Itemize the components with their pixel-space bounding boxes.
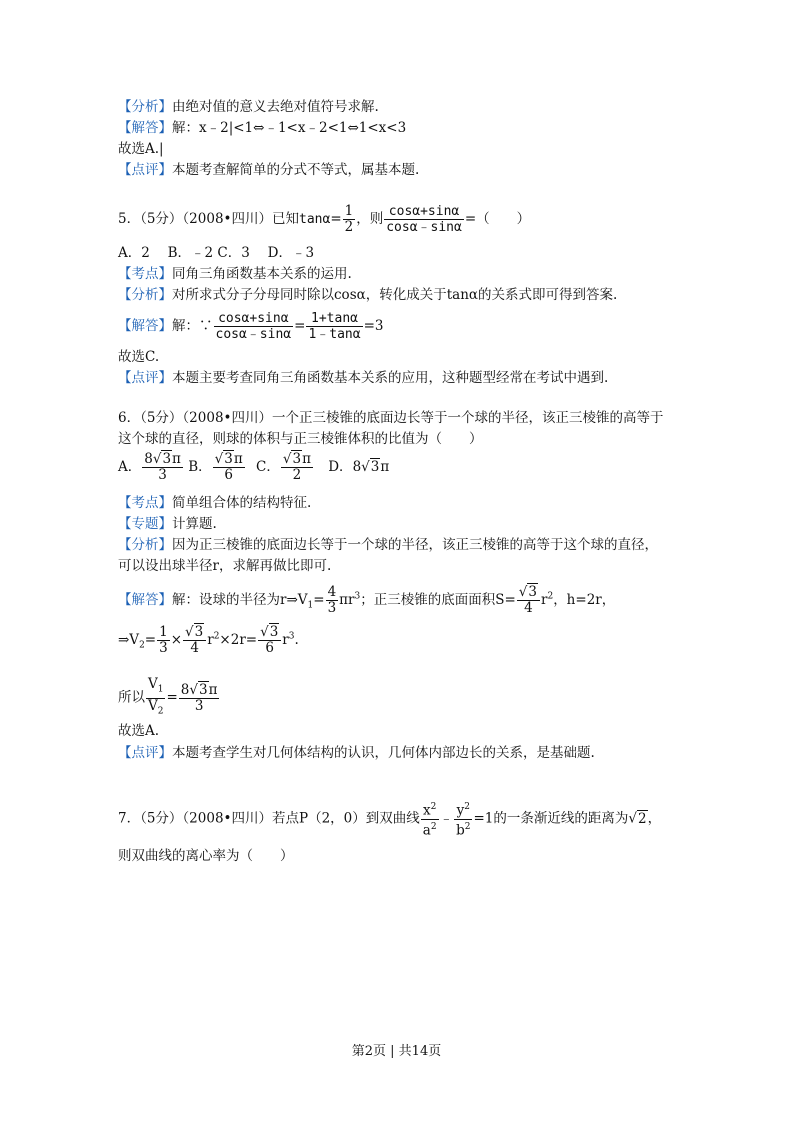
q5-comment xyxy=(118,369,608,387)
page-footer: 第2页 | 共14页 xyxy=(351,1044,442,1059)
superscript: 2 xyxy=(464,802,470,812)
target-fraction xyxy=(384,204,464,235)
subscript: 1 xyxy=(157,684,164,695)
q6-fenxi-2: 可以设出球半径r，求解再做比即可. xyxy=(118,558,332,574)
numerator: 1 xyxy=(344,203,354,219)
radicand: 3 xyxy=(370,459,380,475)
jieda-tag: 【解答】 xyxy=(118,318,172,334)
denominator: 4 xyxy=(190,640,199,656)
option-c-value: $\frac{√3\pi}{2}$ xyxy=(282,451,311,483)
denominator: 6 xyxy=(224,467,233,483)
jieda-prefix: 解：∵ xyxy=(172,318,213,334)
eq-sign: = xyxy=(144,632,157,648)
y2-over-b2 xyxy=(454,800,472,838)
coef: 8 xyxy=(144,451,153,467)
jieda-tag: 【解答】 xyxy=(118,120,172,136)
kaodian-tag: 【考点】 xyxy=(118,266,172,282)
denominator: 3 xyxy=(159,640,168,656)
denominator: 2 xyxy=(292,467,302,483)
numerator: cosα+sinα xyxy=(384,204,464,220)
minus: ﹣ xyxy=(439,810,454,827)
q4-analysis xyxy=(118,98,379,116)
pi: π xyxy=(302,451,311,467)
q6-zhuanti xyxy=(118,515,217,533)
option-d-value: 8√3π xyxy=(352,459,390,475)
denominator: 3 xyxy=(327,600,337,616)
fenxi-tag: 【分析】 xyxy=(118,287,172,303)
q6-stem-1: 6．（5分）（2008•四川）一个正三棱锥的底面边长等于一个球的半径，该正三棱锥的高等于 xyxy=(118,410,664,426)
y: y xyxy=(456,802,465,819)
so-text: 所以 xyxy=(118,689,145,706)
q5-options: A．2 B．﹣2 C．3 D．﹣3 xyxy=(118,245,315,261)
superscript: 2 xyxy=(464,821,471,832)
root3-over-6: $\frac{√3}{6}$ xyxy=(258,625,281,656)
q6-answer: 故选A. xyxy=(118,723,160,739)
half-fraction xyxy=(343,204,356,235)
v: V xyxy=(148,676,158,692)
q6-options xyxy=(118,452,389,483)
subscript: 2 xyxy=(139,640,145,651)
kaodian-text: 同角三角函数基本关系的运用. xyxy=(172,266,352,282)
superscript: 2 xyxy=(547,591,554,602)
pi: π xyxy=(233,451,243,467)
height-text: ，h=2r， xyxy=(553,592,616,608)
r: r xyxy=(207,632,214,648)
radicand: 3 xyxy=(528,584,537,600)
radicand: 2 xyxy=(637,810,647,827)
q6-jieda-3 xyxy=(118,677,220,719)
pi: π xyxy=(172,451,181,467)
option-d-label: D． xyxy=(328,459,353,475)
superscript: 2 xyxy=(430,821,437,832)
x: x xyxy=(422,802,431,819)
dianping-tag: 【点评】 xyxy=(118,370,172,386)
comma: ， xyxy=(647,810,662,827)
q6-jieda-2 xyxy=(118,625,299,656)
root3-over-4: $\frac{√3}{4}$ xyxy=(517,585,540,616)
q5-stem xyxy=(118,204,530,235)
then-word: ，则 xyxy=(356,211,384,227)
r: r xyxy=(540,592,548,608)
pi: π xyxy=(208,681,218,698)
dianping-text: 本题考查解简单的分式不等式，属基本题. xyxy=(172,162,420,178)
q4-answer: 故选A.| xyxy=(118,141,164,157)
eq-sign: = xyxy=(313,592,325,608)
times: × xyxy=(170,632,183,648)
q6-stem-2: 这个球的直径，则球的体积与正三棱锥体积的比值为（ ） xyxy=(118,431,483,447)
superscript: 3 xyxy=(354,591,361,602)
numerator: 4 xyxy=(327,584,337,600)
q4-comment xyxy=(118,161,419,179)
kaodian-tag: 【考点】 xyxy=(118,495,172,511)
fenxi-tag: 【分析】 xyxy=(118,99,172,115)
period: . xyxy=(294,632,299,648)
mid-text: ×2r= xyxy=(219,632,258,648)
q5-answer: 故选C. xyxy=(118,349,160,365)
radicand: 3 xyxy=(199,681,208,698)
q5-kaodian xyxy=(118,265,352,283)
four-thirds xyxy=(326,585,339,616)
denominator: 4 xyxy=(524,600,533,616)
q5-prefix: 5．（5分）（2008•四川）已知 xyxy=(118,211,299,227)
q5-jieda: 【解答】解：∵ $\frac{\cos\alpha+\sin\alpha}{\cos\alpha﹣\sin\alpha}$ = $\frac{1+\tan\alpha}{1﹣\tan\alpha}$ =3 xyxy=(118,311,384,342)
q5-suffix: =（ ） xyxy=(464,211,531,227)
q4-solution xyxy=(118,119,406,137)
jieda-text-b: ；正三棱锥的底面面积S= xyxy=(360,592,516,608)
radicand: 3 xyxy=(224,451,233,467)
superscript: 3 xyxy=(288,631,295,642)
eq-sign: = xyxy=(166,689,178,706)
mid-text: 的一条渐近线的距离为 xyxy=(493,810,629,827)
b: b xyxy=(456,822,465,838)
denominator: 3 xyxy=(158,467,167,483)
q6-jieda-1 xyxy=(118,585,615,616)
root3-over-4: $\frac{√3}{4}$ xyxy=(183,625,206,656)
kaodian-text: 简单组合体的结构特征. xyxy=(172,495,312,511)
pi: π xyxy=(380,459,390,475)
zhuanti-tag: 【专题】 xyxy=(118,516,172,532)
denominator: 1﹣tanα xyxy=(308,327,361,342)
option-a-label: A． xyxy=(118,459,142,475)
solution-fraction-2 xyxy=(306,311,362,342)
numerator: 1 xyxy=(159,624,168,640)
numerator: 1+tanα xyxy=(306,311,362,327)
subscript: 1 xyxy=(307,600,314,611)
superscript: 2 xyxy=(213,631,220,642)
solution-fraction-1 xyxy=(214,311,294,342)
q6-kaodian xyxy=(118,494,311,512)
coef: 8 xyxy=(352,459,362,475)
option-a-value: $\frac{8√3\pi}{3}$ xyxy=(144,451,181,483)
v: V xyxy=(148,697,158,714)
dianping-text: 本题考查学生对几何体结构的认识，几何体内部边长的关系，是基础题. xyxy=(172,745,595,761)
option-b-label: B． xyxy=(188,459,212,475)
x2-over-a2 xyxy=(421,800,439,838)
result: =3 xyxy=(363,318,384,334)
v1-over-v2 xyxy=(146,677,165,719)
denominator: 3 xyxy=(194,697,204,714)
fenxi-text: 对所求式分子分母同时除以cosα，转化成关于tanα的关系式即可得到答案. xyxy=(172,287,618,303)
ratio-result: $\frac{8√3\pi}{3}$ xyxy=(180,681,218,714)
numerator: cosα+sinα xyxy=(214,311,294,327)
q5-fenxi xyxy=(118,286,617,304)
denominator: 6 xyxy=(265,640,274,656)
q7-stem-1: 7．（5分）（2008•四川）若点P（2，0）到双曲线 $\frac{x^2}{a^2}$ ﹣ $\frac{y^2}{b^2}$ =1的一条渐近线的距离为√2， xyxy=(118,802,662,838)
jieda-tag: 【解答】 xyxy=(118,592,172,608)
radicand: 3 xyxy=(194,624,204,640)
denominator: 2 xyxy=(344,219,354,235)
q6-fenxi-1 xyxy=(118,536,658,554)
superscript: 2 xyxy=(430,802,437,812)
radicand: 3 xyxy=(292,451,302,467)
eq-one: =1 xyxy=(473,810,494,827)
radicand: 3 xyxy=(162,451,172,467)
fenxi-tag: 【分析】 xyxy=(118,537,172,553)
one-third xyxy=(157,625,170,656)
coef: 8 xyxy=(180,681,190,698)
eq-sign: = xyxy=(330,211,342,227)
radicand: 3 xyxy=(269,624,279,640)
option-b-value: $\frac{√3\pi}{6}$ xyxy=(214,451,243,483)
dianping-tag: 【点评】 xyxy=(118,162,172,178)
q7-prefix: 7．（5分）（2008•四川）若点P（2，0）到双曲线 xyxy=(118,810,420,827)
fenxi-text: 由绝对值的意义去绝对值符号求解. xyxy=(172,99,379,115)
implies-v: ⇒V xyxy=(118,632,140,648)
dianping-tag: 【点评】 xyxy=(118,745,172,761)
zhuanti-text: 计算题. xyxy=(172,516,217,532)
a: a xyxy=(422,822,431,838)
option-c-label: C． xyxy=(256,459,280,475)
fenxi-text: 因为正三棱锥的底面边长等于一个球的半径，该正三棱锥的高等于这个球的直径， xyxy=(172,537,658,553)
subscript: 2 xyxy=(157,706,164,717)
jieda-text-a: 解：设球的半径为r⇒V xyxy=(172,592,308,608)
r: r xyxy=(282,632,289,648)
jieda-text: 解：x﹣2|<1⇔﹣1<x﹣2<1⇔1<x<3 xyxy=(172,120,407,136)
q6-comment xyxy=(118,744,595,762)
tan-alpha: tanα xyxy=(299,212,331,227)
denominator: cosα﹣sinα xyxy=(386,220,462,235)
pi-r: πr xyxy=(339,592,355,608)
q7-stem-2: 则双曲线的离心率为（ ） xyxy=(118,848,294,864)
dianping-text: 本题主要考查同角三角函数基本关系的应用，这种题型经常在考试中遇到. xyxy=(172,370,609,386)
denominator: cosα﹣sinα xyxy=(215,327,292,342)
